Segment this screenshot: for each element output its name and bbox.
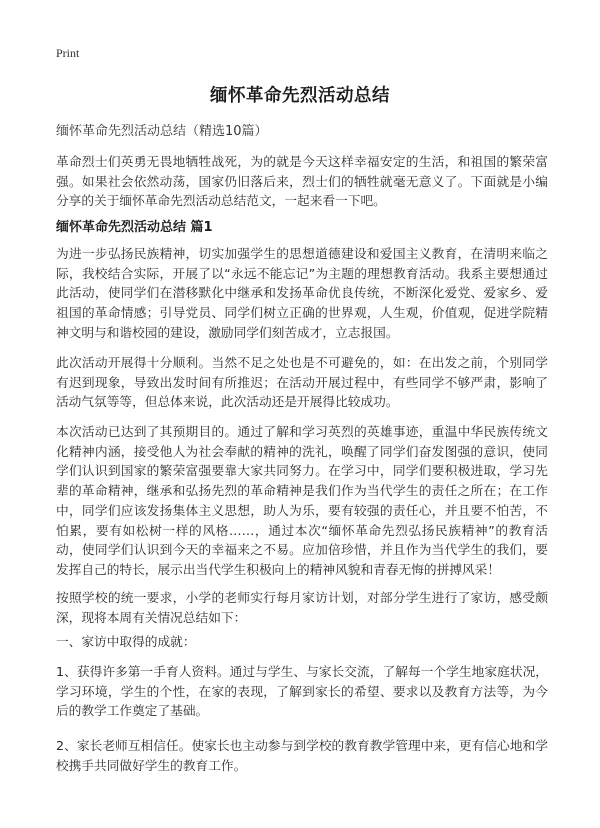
body-paragraph-4: 按照学校的统一要求，小学的老师实行每月家访计划，对部分学生进行了家访，感受颇深，现将本周有关情况总结如下： bbox=[56, 590, 548, 625]
body-paragraph-3: 本次活动已达到了其预期目的。通过了解和学习英烈的英雄事迹，重温中华民族传统文化精神内涵，接受他人为社会奉献的精神的洗礼，唤醒了同学们奋发图强的意识，使同学们认识到国家的繁荣富强要靠大家共同努力。在学习中，同学们要积极进取，学习先辈的革命精神，继承和弘扬先烈的革命精神是我们作为当代学生的责任之所在；在工作中，同学们应该发扬集体主义思想，助人为乐，要有较强的责任心，并且要不怕苦，不怕累，要有如松树一样的风格……，通过本次“缅怀革命先烈弘扬民族精神”的教育活动，使同学们认识到今天的幸福来之不易。应加倍珍惜，并且作为当代学生的我们，要发挥自己的特长，展示出当代学生积极向上的精神风貌和青春无悔的拼搏风采！ bbox=[56, 424, 548, 577]
document-subtitle: 缅怀革命先烈活动总结（精选10篇） bbox=[56, 124, 268, 139]
page-title: 缅怀革命先烈活动总结 bbox=[210, 86, 390, 106]
print-link[interactable]: Print bbox=[56, 46, 80, 60]
body-paragraph-1: 为进一步弘扬民族精神，切实加强学生的思想道德建设和爱国主义教育，在清明来临之际，我校结合实际，开展了以“永远不能忘记”为主题的理想教育活动。我系主要想通过此活动，使同学们在潜移默化中继承和发扬革命优良传统，不断深化爱党、爱家乡、爱祖国的革命情感；引导党员、同学们树立正确的世界观，人生观，价值观，促进学院精神文明与和谐校园的建设，激励同学们刻苦成才，立志报国。 bbox=[56, 246, 548, 340]
list-heading: 一、家访中取得的成就： bbox=[56, 634, 196, 649]
list-item-1: 1、获得许多第一手育人资料。通过与学生、与家长交流，了解每一个学生地家庭状况，学习环境，学生的个性，在家的表现，了解到家长的希望、要求以及教育方法等，为今后的教学工作奠定了基础。 bbox=[56, 664, 548, 719]
list-item-2: 2、家长老师互相信任。使家长也主动参与到学校的教育教学管理中来，更有信心地和学校携手共同做好学生的教育工作。 bbox=[56, 738, 548, 773]
section-heading: 缅怀革命先烈活动总结 篇1 bbox=[56, 220, 213, 235]
intro-paragraph: 革命烈士们英勇无畏地牺牲战死，为的就是今天这样幸福安定的生活，和祖国的繁荣富强。如果社会依然动荡，国家仍旧落后来，烈士们的牺牲就毫无意义了。下面就是小编分享的关于缅怀革命先烈活动总结范文，一起来看一下吧。 bbox=[56, 154, 548, 209]
body-paragraph-2: 此次活动开展得十分顺利。当然不足之处也是不可避免的，如：在出发之前，个别同学有迟到现象，导致出发时间有所推迟；在活动开展过程中，有些同学不够严肃，影响了活动气氛等等，但总体来说，此次活动还是开展得比较成功。 bbox=[56, 355, 548, 410]
